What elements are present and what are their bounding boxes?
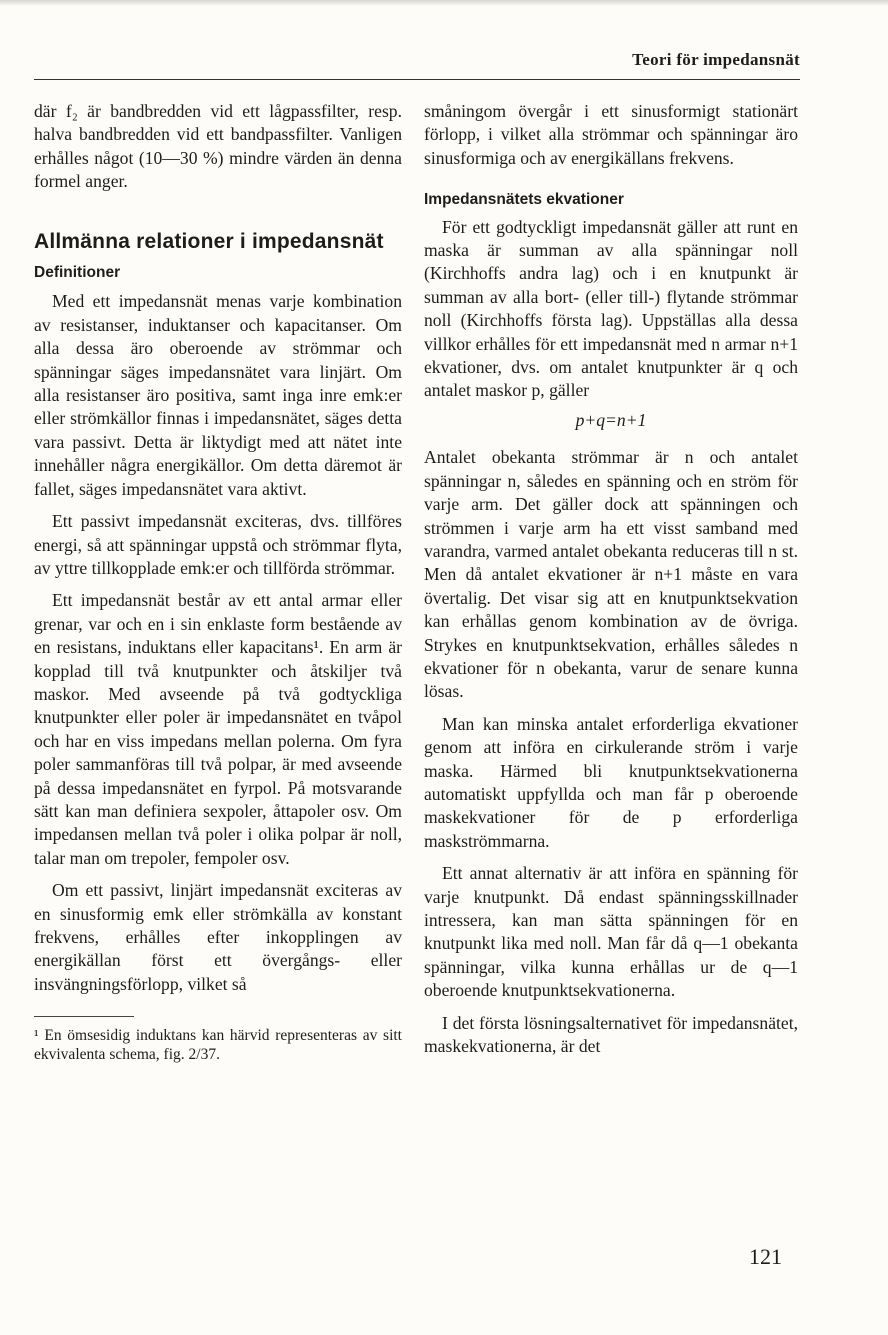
paragraph: Man kan minska antalet erforderliga ekvationer genom att införa en cirkulerande ström i varje maska. Härmed bli knutpunktsekvationerna automatiskt uppfyllda och man får p oberoende maskekvationer för de p erforderliga maskströmmarna. <box>424 713 798 851</box>
running-title: Teori för impedansnät <box>632 50 800 69</box>
continuation-paragraph: småningom övergår i ett sinusformigt stationärt förlopp, i vilket alla strömmar och spänningar äro sinusformiga och av energikällans frekvens. <box>424 101 798 168</box>
section-heading: Allmänna relationer i impedansnät <box>34 229 384 253</box>
paragraph: För ett godtyckligt impedansnät gäller att runt en maska är summan av alla spänningar noll (Kirchhoffs andra lag) och i en knutpunkt är summan av alla bort- (eller till-) flytande strömmar noll (Kirchhoffs första lag). Uppställas alla dessa villkor erhålles för ett impedansnät med n armar n+1 ekvationer, dvs. om antalet knutpunkter är q och antalet maskor p, gäller <box>424 216 798 401</box>
page-number: 121 <box>749 1244 782 1269</box>
equation: p+q=n+1 <box>575 409 647 430</box>
intro-paragraph: där f₂ är bandbredden vid ett lågpassfilter, resp. halva bandbredden vid ett bandpassfilter. Vanligen erhålles något (10—30 %) mindre värden än denna formel anger. <box>34 101 402 192</box>
paragraph: Med ett impedansnät menas varje kombination av resistanser, induktanser och kapacitanser. Om alla dessa äro oberoende av strömmar och spänningar säges impedansnätet vara linjärt. Om alla resistanser äro positiva, samt inga inre emk:er eller strömkällor finnas i impedansnätet, säges detta vara passivt. Detta är liktydigt med att nätet inte innehåller några energikällor. Om detta däremot är fallet, säges impedansnätet vara aktivt. <box>34 291 402 499</box>
left-column <box>34 100 402 1064</box>
paragraph: Ett impedansnät består av ett antal armar eller grenar, var och en i sin enklaste form bestående av en resistans, induktans eller kapacitans¹. En arm är kopplad till två knutpunkter och åtskiljer två maskor. Med avseende på två godtyckliga knutpunkter eller poler är impedansnätet en tvåpol och har en viss impedans mellan polerna. Om fyra poler sammanföras till två polpar, är med avseende på dessa impedansnätet en fyrpol. På motsvarande sätt kan man definiera sexpoler, åttapoler osv. Om impedansen mellan två poler i olika polpar är noll, talar man om trepoler, fempoler osv. <box>34 590 402 868</box>
footnote: ¹ En ömsesidig induktans kan härvid representeras av sitt ekvivalenta schema, fig. 2/37. <box>34 1027 402 1063</box>
right-column <box>424 100 798 1058</box>
subheading-equations: Impedansnätets ekvationer <box>424 191 624 209</box>
paragraph: Om ett passivt, linjärt impedansnät exciteras av en sinusformig emk eller strömkälla av konstant frekvens, erhålles efter inkopplingen av energikällan först ett övergångs- eller insvängningsförlopp, vilket så <box>34 880 402 994</box>
scan-edge-shadow <box>0 0 888 6</box>
paragraph: Ett annat alternativ är att införa en spänning för varje knutpunkt. Då endast spänningsskillnader intressera, kan man sätta spänningen för en knutpunkt lika med noll. Man får då q—1 obekanta spänningar, vilka kunna erhållas ur de q—1 oberoende knutpunktsekvationerna. <box>424 863 798 1001</box>
footnote-rule <box>34 1016 134 1017</box>
subheading-definitions: Definitioner <box>34 264 121 282</box>
paragraph: Ett passivt impedansnät exciteras, dvs. tillföres energi, så att spänningar uppstå och strömmar flyta, av yttre tillkopplade emk:er och tillförda strömmar. <box>34 511 402 578</box>
header-rule <box>34 79 800 80</box>
paragraph: I det första lösningsalternativet för impedansnätet, maskekvationerna, är det <box>424 1012 798 1057</box>
paragraph: Antalet obekanta strömmar är n och antalet spänningar n, således en spänning och en ström för varje arm. Det gäller dock att spänningen och strömmen i varje arm ha ett visst samband med varandra, varmed antalet obekanta reduceras till n st. Men då antalet ekvationer är n+1 måste en vara övertalig. Det visar sig att en knutpunktsekvation kan erhållas genom kombination av de övriga. Strykes en knutpunktsekvation, erhålles således n ekvationer för n obekanta, varur de senare kunna lösas. <box>424 447 798 702</box>
